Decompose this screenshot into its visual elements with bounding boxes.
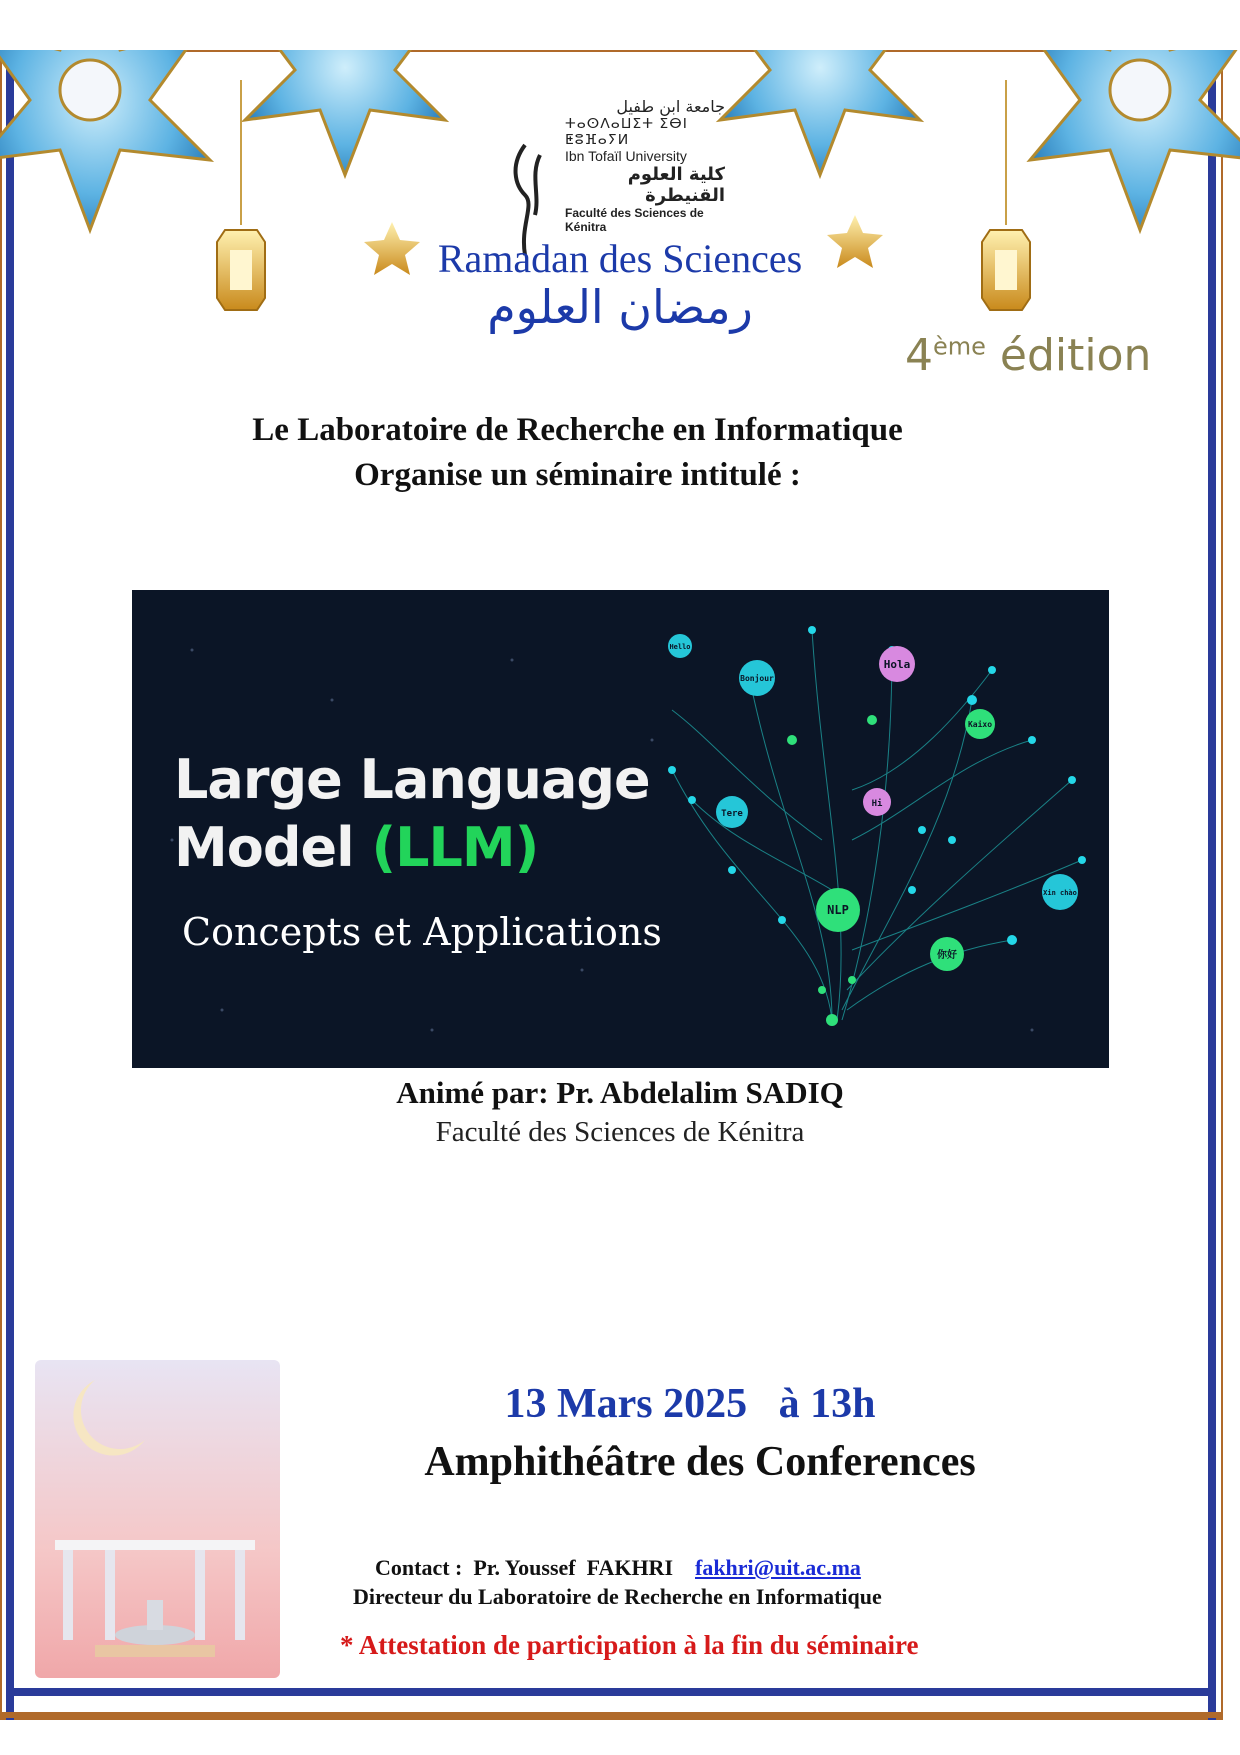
bubble-hello	[668, 634, 692, 658]
banner-title-line-1: Large Language	[174, 748, 650, 811]
university-name-en: Ibn Tofaïl University	[565, 148, 687, 164]
edition-sup: ème	[933, 332, 986, 361]
contact-label: Contact : Pr. Youssef FAKHRI	[375, 1555, 673, 1580]
contact-email-link[interactable]: fakhri@uit.ac.ma	[695, 1555, 861, 1580]
bubble-nlp	[816, 888, 860, 932]
edition-label	[905, 330, 1151, 381]
svg-text:NLP: NLP	[827, 903, 849, 917]
event-venue: Amphithéâtre des Conferences	[424, 1439, 976, 1485]
contact-line	[375, 1555, 861, 1581]
seminar-banner	[132, 590, 1109, 1068]
event-date-time: 13 Mars 2025 à 13h	[504, 1381, 876, 1427]
organizer-line-2: Organise un séminaire intitulé :	[354, 457, 801, 493]
banner-title-llm: (LLM)	[371, 816, 539, 879]
svg-text:Hola: Hola	[883, 658, 911, 671]
bubble-kaixo	[965, 709, 995, 739]
bubble-nihao	[930, 937, 964, 971]
bubble-tere	[716, 796, 748, 828]
svg-text:Bonjour: Bonjour	[740, 674, 774, 683]
bubble-xin-chao	[1042, 874, 1078, 910]
attestation-note: * Attestation de participation à la fin du séminaire	[340, 1630, 919, 1660]
organizer-line-1: Le Laboratoire de Recherche en Informatique	[252, 412, 903, 448]
frame-bottom-brown	[0, 1712, 1223, 1718]
bubble-bonjour	[739, 660, 775, 696]
bubble-hi	[863, 788, 891, 816]
speaker-line: Animé par: Pr. Abdelalim SADIQ	[396, 1075, 844, 1110]
bubble-hola	[879, 646, 915, 682]
edition-word: édition	[985, 330, 1152, 381]
faculty-name-ar: كلية العلوم القنيطرة	[627, 164, 725, 206]
event-title-fr: Ramadan des Sciences	[437, 236, 803, 281]
event-title-ar: رمضان العلوم	[487, 280, 753, 334]
rosette-right-icon	[1030, 50, 1240, 230]
ramadan-illustration	[35, 1360, 280, 1678]
university-name-ar: جامعة ابن طفيل	[616, 97, 725, 116]
banner-subtitle: Concepts et Applications	[182, 910, 662, 954]
rosette-center-left-icon	[245, 50, 445, 175]
rosette-center-right-icon	[720, 50, 920, 175]
university-logo-text	[565, 97, 725, 234]
banner-title-line-2	[174, 816, 538, 879]
banner-title-model: Model	[174, 816, 372, 879]
edition-number: 4	[905, 330, 933, 381]
rosette-left-icon	[0, 50, 210, 230]
svg-text:你好: 你好	[937, 950, 957, 961]
contact-role: Directeur du Laboratoire de Recherche en Informatique	[353, 1584, 882, 1609]
svg-text:Tere: Tere	[721, 809, 743, 819]
speaker-affiliation: Faculté des Sciences de Kénitra	[435, 1116, 805, 1148]
university-name-tifinagh: ⵜⴰⵙⴷⴰⵡⵉⵜ ⵉⴱⵏ ⵟⵓⴼⴰⵢⵍ	[565, 116, 688, 148]
svg-text:Kaixo: Kaixo	[967, 720, 993, 729]
svg-text:Hi: Hi	[871, 799, 883, 809]
svg-text:Xin chào: Xin chào	[1043, 889, 1077, 897]
faculty-name-fr: Faculté des Sciences de Kénitra	[565, 206, 704, 234]
frame-bottom-border	[6, 1688, 1216, 1696]
language-bubbles	[668, 634, 1078, 971]
svg-text:Hello: Hello	[669, 643, 691, 651]
